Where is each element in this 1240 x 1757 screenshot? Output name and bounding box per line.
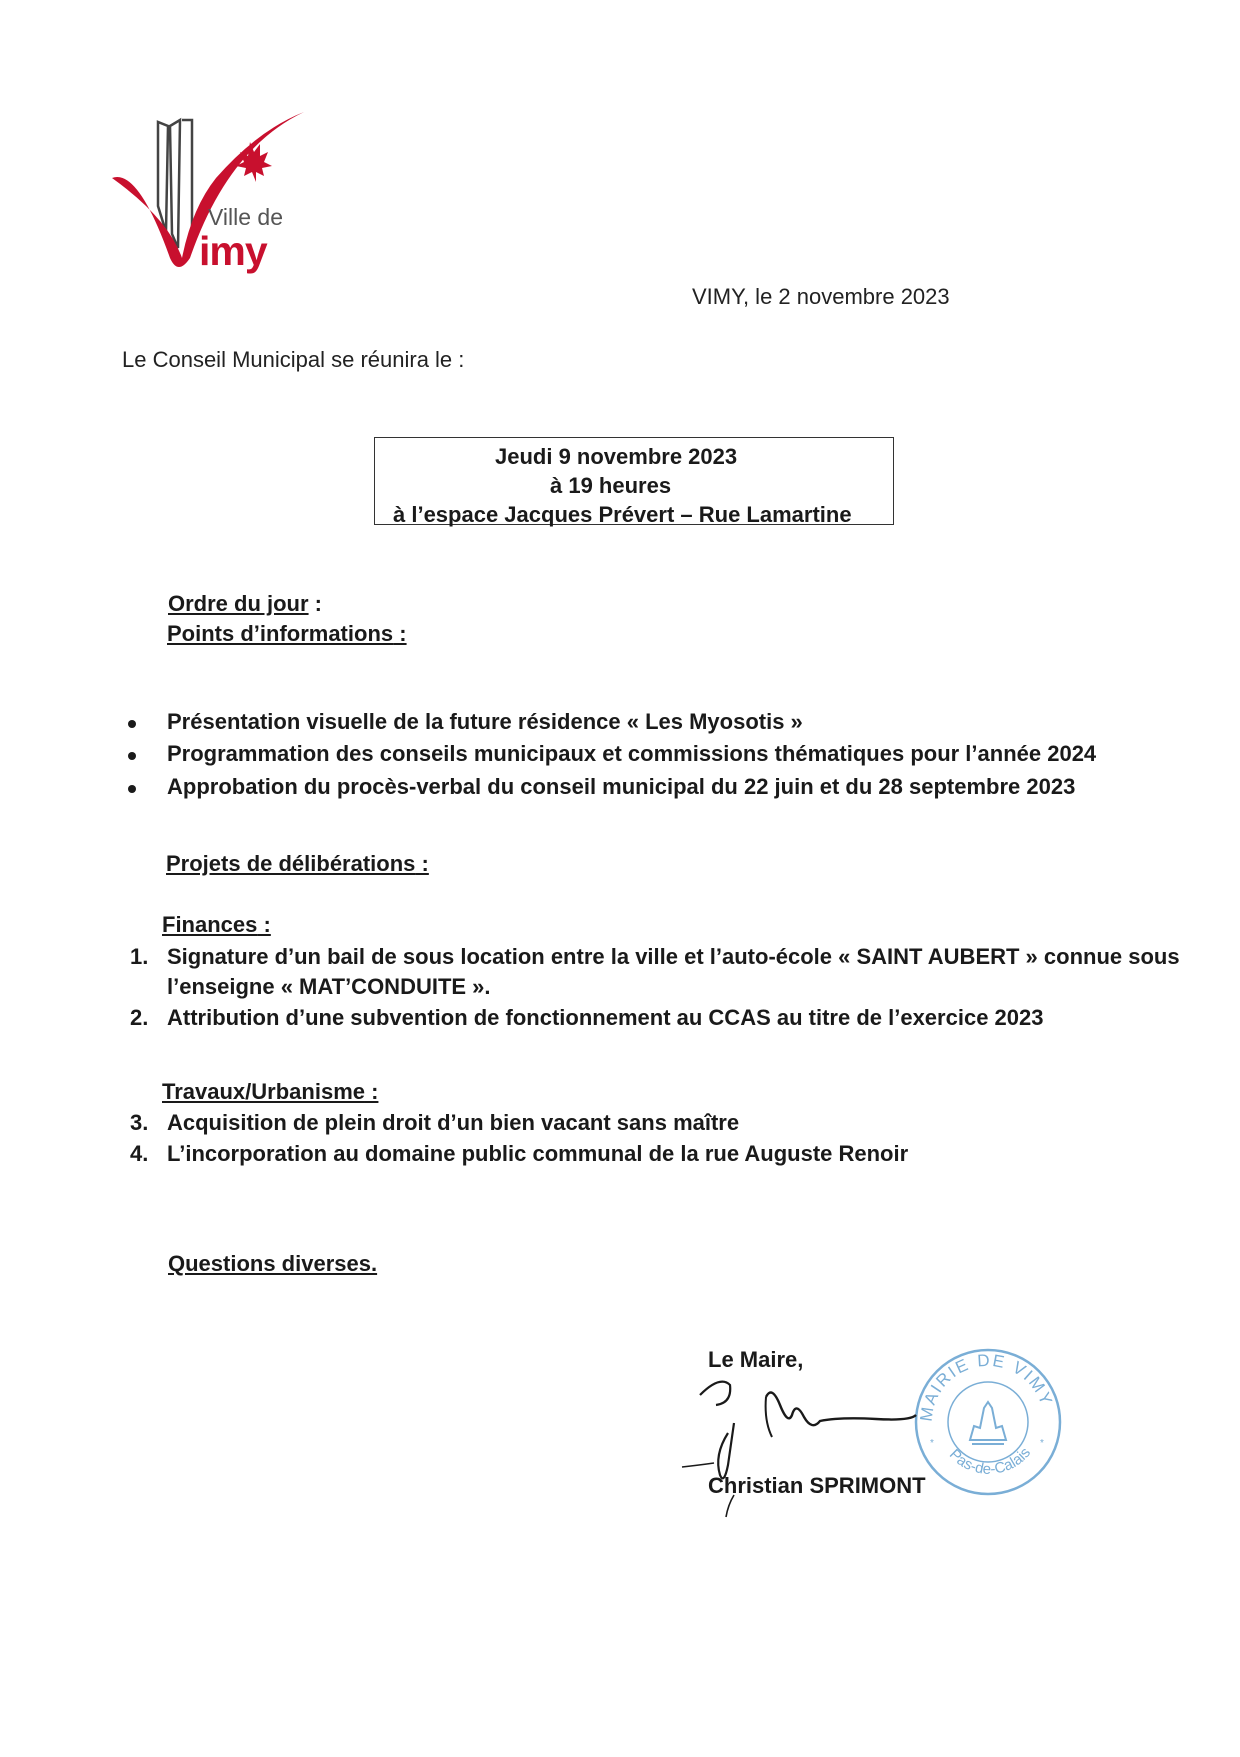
deliberations-heading-label: Projets de délibérations: [166, 851, 416, 876]
logo-text-imy: imy: [199, 228, 267, 274]
finances-heading-label: Finances: [162, 912, 258, 937]
info-points-heading: [167, 621, 407, 647]
stamp-star-left: *: [930, 1438, 934, 1449]
works-heading: [162, 1079, 378, 1105]
signatory-name: Christian SPRIMONT: [708, 1473, 926, 1498]
works-heading-colon: :: [364, 1079, 379, 1104]
list-item: Présentation visuelle de la future résidence « Les Myosotis »: [167, 709, 803, 734]
logo-pylon-left: [158, 122, 168, 232]
info-points-heading-label: Points d’informations: [167, 621, 394, 646]
item-number: 2.: [130, 1005, 149, 1030]
meeting-date: Jeudi 9 novembre 2023: [495, 444, 738, 469]
meeting-place: à l’espace Jacques Prévert – Rue Lamartine: [393, 502, 852, 527]
sig-stroke-3: [766, 1393, 916, 1426]
finances-heading-colon: :: [257, 912, 271, 937]
logo-pylon-right-edge: [182, 120, 192, 228]
info-points-heading-colon: :: [393, 621, 407, 646]
sig-stroke-2: [718, 1423, 734, 1478]
agenda-heading: [168, 591, 322, 617]
stamp-text-top: MAIRIE DE VIMY: [916, 1350, 1057, 1423]
works-heading-label: Travaux/Urbanisme: [162, 1079, 365, 1104]
bullet-icon: [128, 752, 136, 760]
stamp-text-bottom: Pas-de-Calais: [945, 1444, 1034, 1478]
logo-text-ville: Ville de: [208, 204, 284, 230]
item-number: 4.: [130, 1141, 149, 1166]
sig-stroke-1: [700, 1382, 730, 1405]
list-item: Approbation du procès-verbal du conseil municipal du 22 juin et du 28 septembre 2023: [167, 774, 1076, 799]
signatory-role: Le Maire,: [708, 1347, 804, 1372]
intro-text: Le Conseil Municipal se réunira le :: [122, 347, 465, 372]
sig-stroke-4: [766, 1397, 772, 1437]
meeting-time: à 19 heures: [550, 473, 672, 498]
finances-heading: [162, 912, 271, 938]
maple-leaf-icon: [236, 142, 272, 182]
list-item: Signature d’un bail de sous location entre la ville et l’auto-école « SAINT AUBERT » connue sous: [167, 944, 1180, 969]
list-item: L’incorporation au domaine public communal de la rue Auguste Renoir: [167, 1141, 909, 1166]
list-item: Programmation des conseils municipaux et commissions thématiques pour l’année 2024: [167, 741, 1097, 766]
item-number: 1.: [130, 944, 149, 969]
deliberations-heading-colon: :: [415, 851, 429, 876]
list-item-continuation: l’enseigne « MAT’CONDUITE ».: [167, 974, 491, 999]
document-date: VIMY, le 2 novembre 2023: [692, 284, 950, 309]
meeting-details-box: [374, 437, 894, 525]
sig-stroke-5: [682, 1463, 714, 1467]
list-item: Acquisition de plein droit d’un bien vacant sans maître: [167, 1110, 740, 1135]
agenda-heading-label: Ordre du jour: [168, 591, 309, 616]
agenda-heading-colon: :: [308, 591, 323, 616]
town-logo: [108, 108, 328, 288]
item-number: 3.: [130, 1110, 149, 1135]
logo-pylon-right: [170, 120, 180, 248]
bullet-icon: [128, 720, 136, 728]
misc-questions: Questions diverses.: [168, 1251, 378, 1276]
deliberations-heading: [166, 851, 429, 877]
bullet-icon: [128, 785, 136, 793]
list-item: Attribution d’une subvention de fonctionnement au CCAS au titre de l’exercice 2023: [167, 1005, 1044, 1030]
stamp-star-right: *: [1040, 1438, 1044, 1449]
